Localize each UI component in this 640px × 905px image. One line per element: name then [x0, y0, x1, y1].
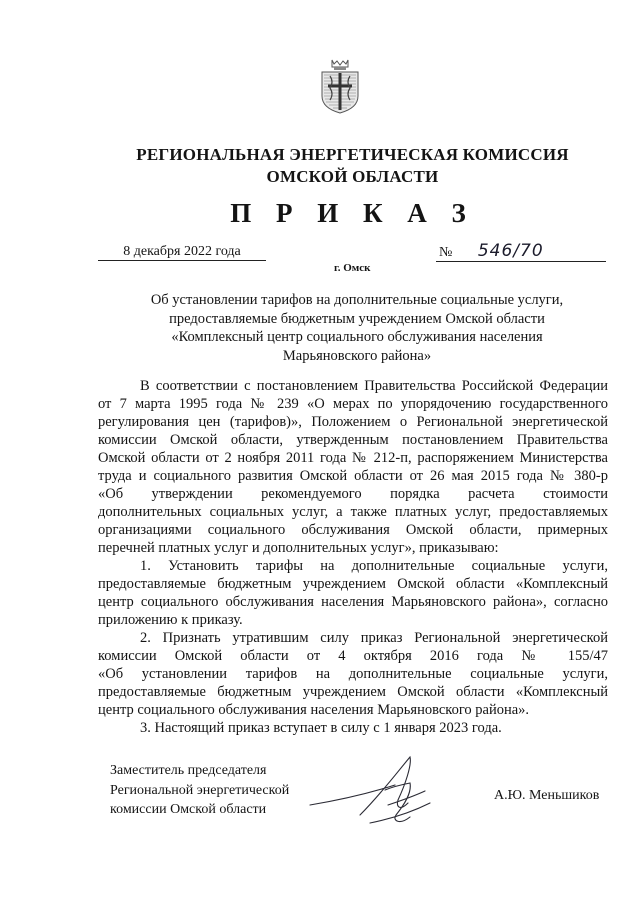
number-sign: №: [439, 245, 453, 260]
coat-of-arms-icon: [320, 58, 360, 114]
body-line: «Об утверждении рекомендуемого порядка расчета стоимости: [98, 486, 608, 502]
body-line: Омской области от 2 ноября 2011 года № 212-п, распоряжением Министерства: [98, 450, 608, 466]
subject-line: Марьяновского района»: [282, 347, 432, 364]
organization-name-line1: РЕГИОНАЛЬНАЯ ЭНЕРГЕТИЧЕСКАЯ КОМИССИЯ: [136, 145, 569, 164]
body-line: дополнительных социальных услуг, а также платных услуг, предоставляемых: [98, 504, 608, 520]
body-line: В соответствии с постановлением Правительства Российской Федерации: [140, 378, 608, 394]
signatory-position-line: Региональной энергетической: [110, 782, 290, 798]
signatory-position-line: комиссии Омской области: [110, 802, 267, 817]
body-line: центр социального обслуживания населения Марьяновского района», согласно: [98, 594, 608, 610]
body-line: регулирования цен (тарифов)», Положением о Региональной энергетической: [98, 414, 608, 430]
body-line: комиссии Омской области, утвержденным постановлением Правительства: [98, 432, 608, 448]
body-line: предоставляемые бюджетным учреждением Омской области «Комплексный: [98, 576, 608, 592]
subject-line: «Комплексный центр социального обслуживания населения: [171, 329, 543, 345]
body-line: центр социального обслуживания населения Марьяновского района».: [98, 702, 530, 718]
handwritten-signature: [300, 745, 460, 835]
body-line: 1. Установить тарифы на дополнительные социальные услуги,: [140, 558, 608, 574]
subject-line: Об установлении тарифов на дополнительные социальные услуги,: [150, 292, 564, 308]
order-number: [436, 243, 606, 262]
body-line: перечней платных услуг и дополнительных услуг», приказываю:: [98, 540, 499, 556]
body-line: «Об установлении тарифов на дополнительные социальные услуги,: [98, 666, 608, 682]
body-line: от 7 марта 1995 года № 239 «О мерах по упорядочению государственного: [98, 396, 608, 412]
body-line: 3. Настоящий приказ вступает в силу с 1 января 2023 года.: [140, 720, 502, 736]
order-subject: [132, 291, 582, 365]
signatory-name: А.Ю. Меньшиков: [494, 788, 600, 803]
city-label: г. Омск: [334, 262, 371, 274]
signatory-position-line: Заместитель председателя: [110, 763, 267, 778]
body-line: приложению к приказу.: [98, 612, 243, 628]
subject-line: предоставляемые бюджетным учреждением Омской области: [169, 310, 545, 327]
body-line: организациями социального обслуживания Омской области, примерных: [98, 522, 608, 538]
body-line: комиссии Омской области от 4 октября 2016 года № 155/47: [98, 648, 608, 664]
body-line: труда и социального развития Омской области от 26 мая 2015 года № 380-р: [98, 468, 608, 484]
organization-name-line2: ОМСКОЙ ОБЛАСТИ: [266, 167, 439, 186]
document-title: П Р И К А З: [230, 198, 475, 228]
body-line: 2. Признать утратившим силу приказ Региональной энергетической: [140, 630, 608, 646]
body-line: предоставляемые бюджетным учреждением Омской области «Комплексный: [98, 684, 608, 700]
order-date: 8 декабря 2022 года: [98, 243, 266, 261]
order-number-value: 546/70: [477, 241, 544, 261]
